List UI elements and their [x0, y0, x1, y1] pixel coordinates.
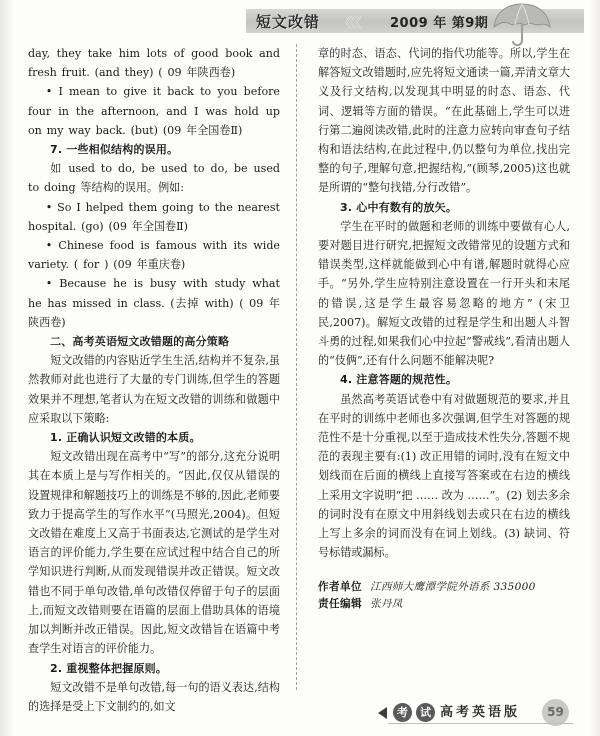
author-affiliation-label: 作者单位 — [318, 581, 362, 594]
body-paragraph: 学生在平时的做题和老师的训练中要做有心人,要对题目进行研究,把握短文改错常见的设题方式和错误类型,这样就能做到心中有谱,解题时就得心应手。“另外,学生应特别注意设置在一行开头和末尾的错误,这是学生最容易忽略的地方” (宋卫民,2007)。解短文改错的过程是学生和出题人斗智斗勇的过程,如果我们心中拉起“警戒线”,看清出题人的“伎俩”,还有什么问题不能解决呢? — [318, 219, 570, 368]
example-item: • Because he is busy with study what he has missed in class. (去掉 with) ( 09 年陕西卷) — [28, 277, 280, 329]
right-column — [318, 44, 570, 613]
magazine-badge-second: 试 — [416, 703, 435, 722]
section-heading: 1. 正确认识短文改错的本质。 — [50, 431, 201, 445]
section-heading: 4. 注意答题的规范性。 — [340, 373, 458, 387]
body-paragraph: day, they take him lots of good book and fresh fruit. (and they) ( 09 年陕西卷) — [28, 47, 280, 80]
body-paragraph: 章的时态、语态、代词的指代功能等。所以,学生在解答短文改错题时,应先将短文通读一篇,弄清文章大义及行文结构,以发现其中明显的时态、语态、代词、逻辑等方面的错误。“在此基础上,学生可以进行第二遍阅读改错,此时的注意力应转向审查句子结构和语法结构,在此过程中,仍以整句为单位,找出完整的句子,理解句意,把握结构,”(顾琴,2005)这也就是所谓的“整句找错,分行改错”。 — [318, 47, 570, 195]
umbrella-icon — [488, 1, 558, 49]
page-edge-left — [0, 0, 14, 736]
issue-label: 2009 年 第9期 — [390, 16, 489, 31]
body-paragraph: 短文改错出现在高考中“写”的部分,这充分说明其在本质上是与写作相关的。“因此,仅仅从错误的设置规律和解题技巧上的训练是不够的,因此,老师要致力于提高学生的写作水平”(马照光,2004)。但短文改错在难度上又高于书面表达,它测试的是学生对语言的评价能力,学生要在应试过程中结合自己的所学知识进行判断,从而发现错误并改正错误。短文改错也不同于单句改错,单句改错仅停留于句子的层面上,而短文改错则要在语篇的层面上借助具体的语境加以判断并改正错误。因此,短文改错旨在语篇中考查学生对语言的评价能力。 — [28, 450, 280, 656]
section-heading: 7. 一些相似结构的误用。 — [50, 143, 179, 157]
body-paragraph: 如 used to do, be used to do, be used to doing 等结构的误用。例如: — [28, 162, 280, 195]
running-head — [0, 9, 600, 35]
page-edge-right — [590, 0, 600, 736]
example-item: • Chinese food is famous with its wide variety. ( for ) (09 年重庆卷) — [28, 239, 280, 272]
left-arrow-icon — [378, 707, 387, 719]
author-affiliation-value: 江西师大鹰潭学院外语系 335000 — [369, 581, 536, 594]
colophon — [318, 579, 570, 613]
page-number: 59 — [542, 699, 569, 726]
section-heading: 二、高考英语短文改错题的高分策略 — [50, 335, 230, 349]
example-item: • So I helped them going to the nearest hospital. (go) (09 年全国卷Ⅱ) — [28, 200, 280, 233]
section-heading: 2. 重视整体把握原则。 — [50, 661, 168, 675]
section-title: 短文改错 — [256, 13, 321, 31]
magazine-badge-first: 考 — [393, 703, 412, 722]
example-item: • I mean to give it back to you before four in the afternoon, and I was hold up on my way back. (but) (09 年全国卷Ⅱ) — [28, 85, 280, 137]
left-column — [28, 44, 280, 716]
column-divider — [296, 44, 297, 690]
page-footer — [378, 698, 592, 728]
body-paragraph: 短文改错的内容贴近学生生活,结构并不复杂,虽然教师对此也进行了大量的专门训练,但学生的答题效果并不理想,笔者认为在短文改错的训练和做题中应采取以下策略: — [28, 354, 280, 425]
managing-editor-label: 责任编辑 — [318, 598, 362, 611]
body-paragraph: 虽然高考英语试卷中有对做题规范的要求,并且在平时的训练中老师也多次强调,但学生对答题的规范性不是十分重视,以至于造成技术性失分,答题不规范的表现主要有:(1) 改正用错的词时,没有在短文中划线而在后面的横线上直接写答案或在右边的横线上采用文字说明“把 …… 改为 ……”。(2) 划去多余的词时没有在原文中用斜线划去或只在右边的横线上写上多余的词而没有在词上划线。(3) 缺词、符号标错或漏标。 — [318, 392, 570, 560]
section-heading: 3. 心中有数有的放矢。 — [340, 200, 458, 214]
managing-editor-value: 张丹凤 — [369, 598, 403, 611]
body-paragraph: 短文改错不是单句改错,每一句的语义表达,结构的选择是受上下文制约的,如文 — [28, 680, 280, 713]
magazine-title: 高考英语版 — [440, 705, 521, 720]
managing-editor-row — [318, 596, 570, 613]
chevron-left-icon: 《《《 — [338, 16, 360, 32]
author-affiliation-row — [318, 579, 570, 596]
footer-rule — [388, 723, 573, 724]
